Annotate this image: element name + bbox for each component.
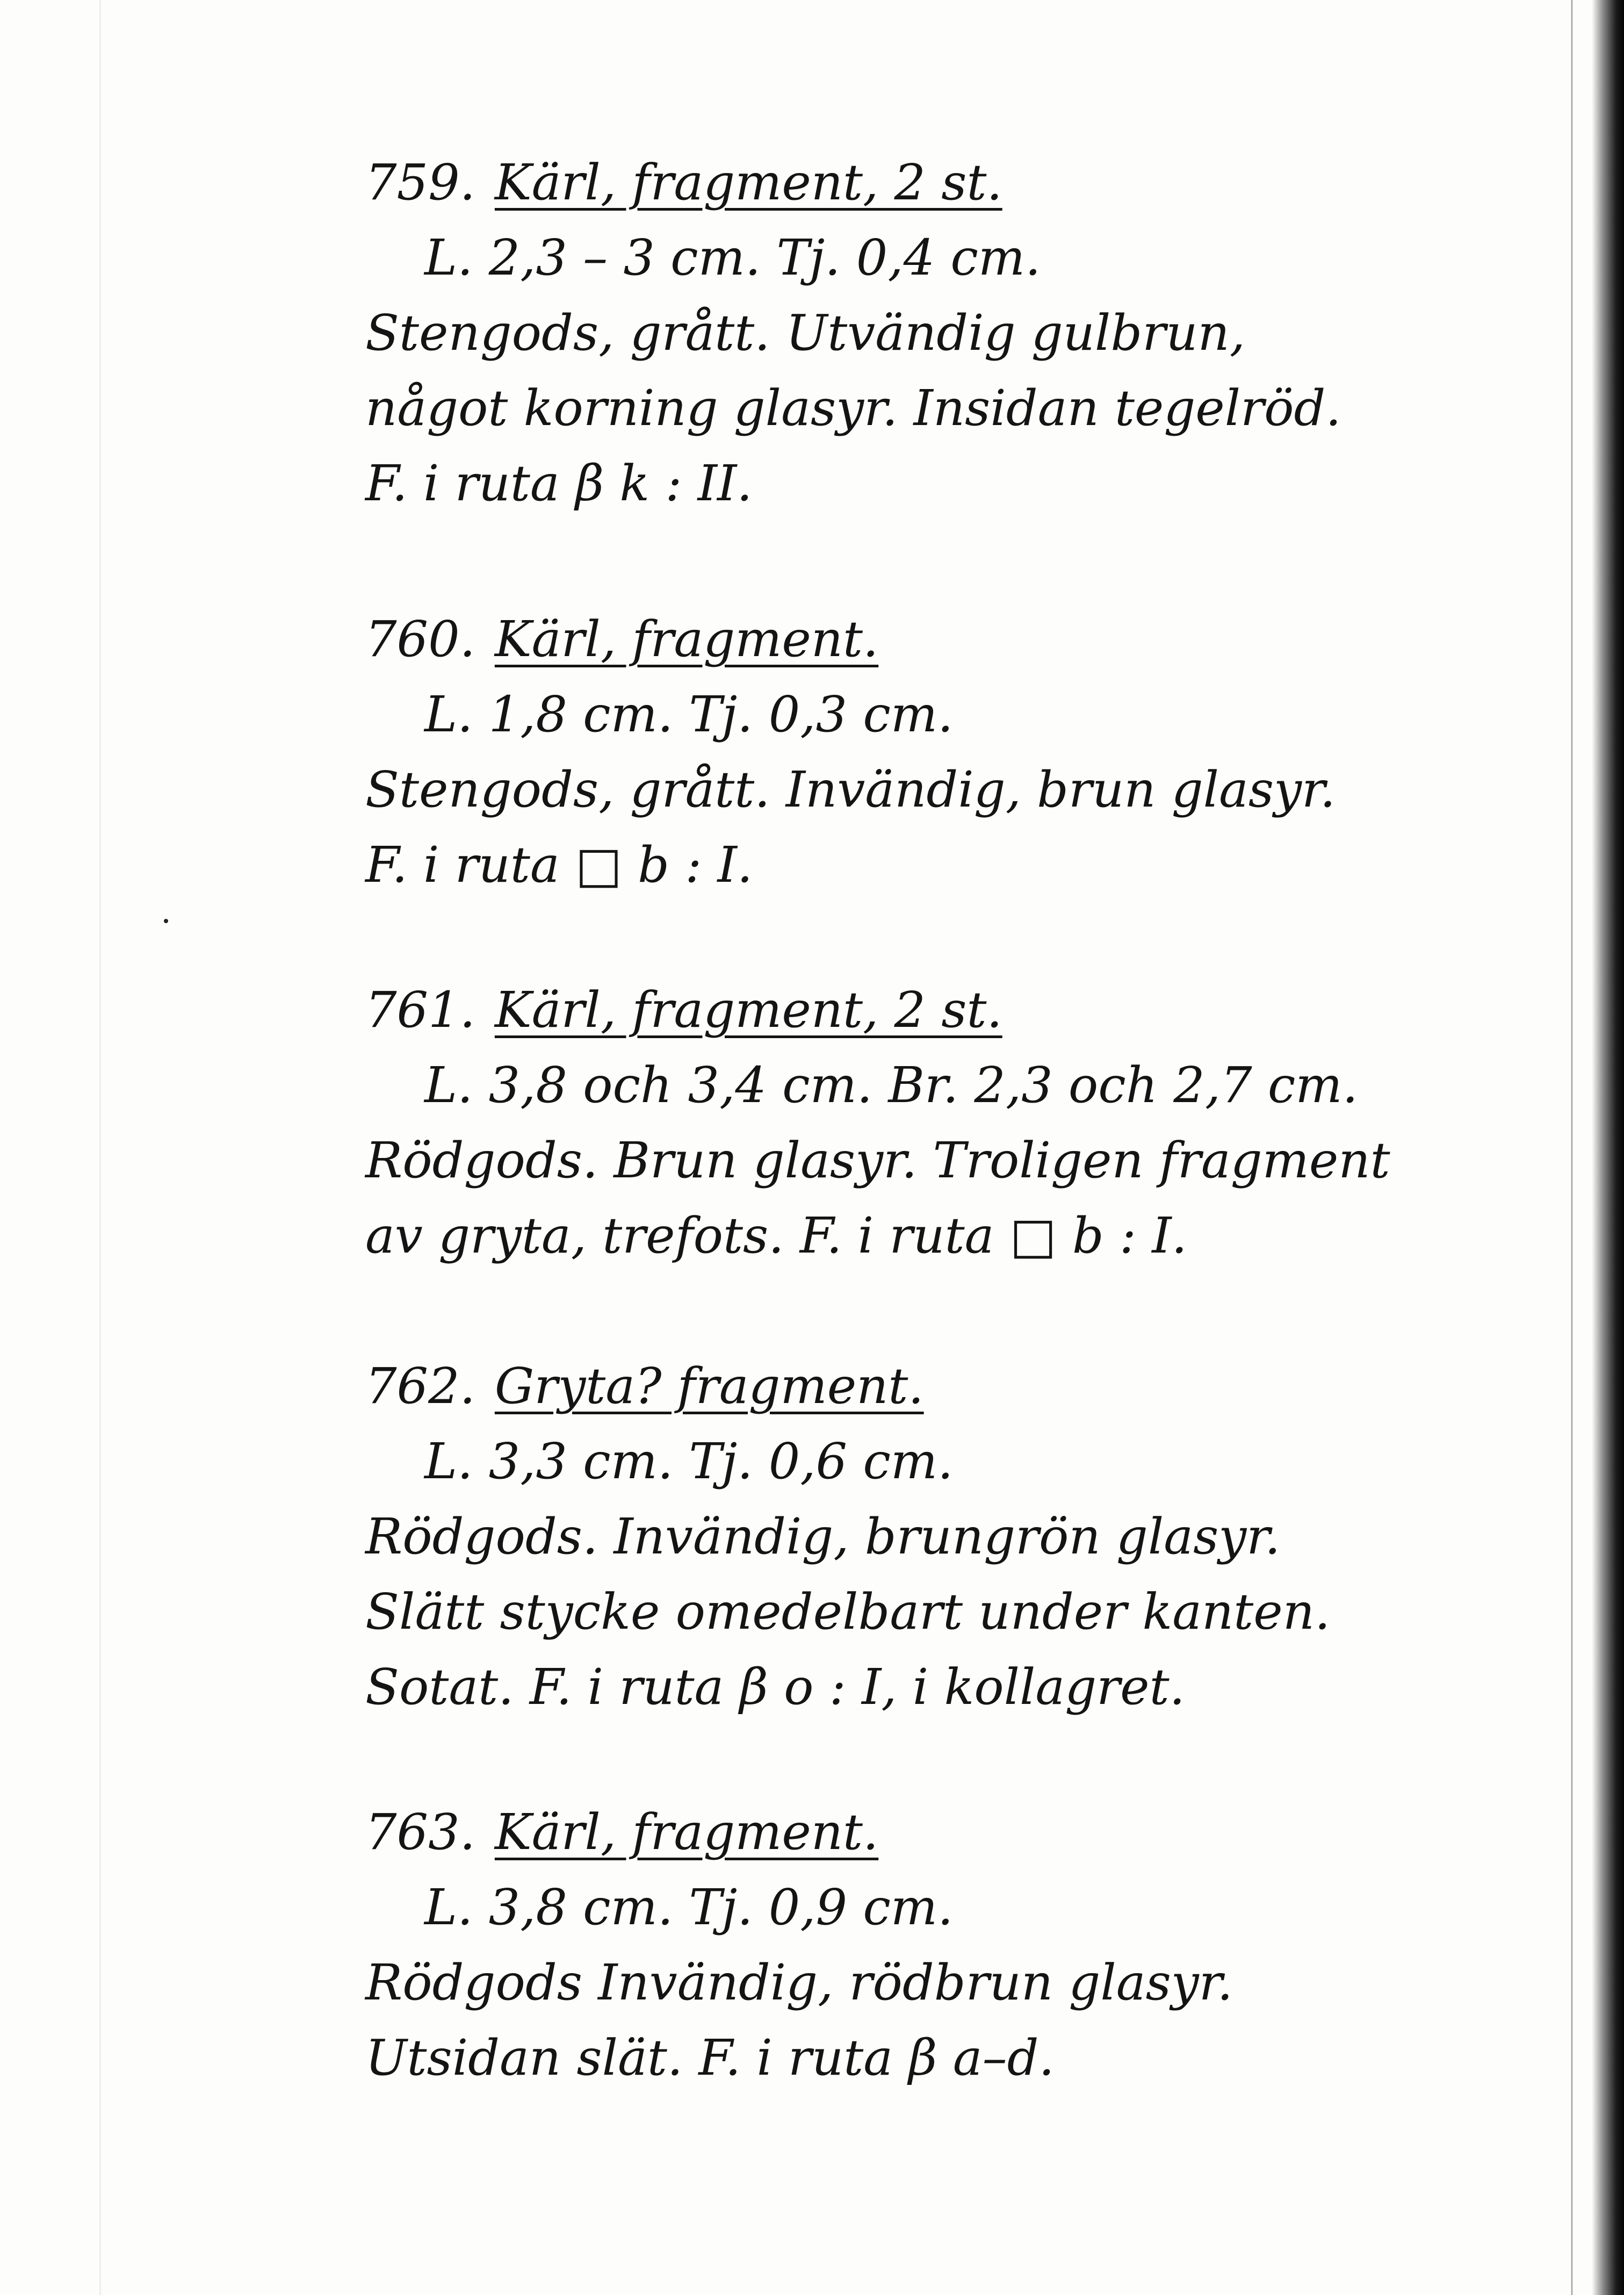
entry-description-line: Rödgods. Brun glasyr. Troligen fragment [365, 1132, 1390, 1189]
entry-findspot: F. i ruta β k : II. [365, 455, 753, 512]
entry-heading [365, 973, 1547, 1048]
entry-measurements: L. 3,8 och 3,4 cm. Br. 2,3 och 2,7 cm. [424, 1056, 1358, 1114]
catalog-entry-760 [365, 602, 1547, 903]
entry-heading [365, 1349, 1547, 1424]
entry-description-line: Stengods, grått. Utvändig gulbrun, [365, 304, 1245, 362]
entry-description-line: något korning glasyr. Insidan tegelröd. [365, 379, 1341, 437]
entry-findspot: F. i ruta □ b : I. [365, 836, 753, 894]
paper-speck [164, 919, 168, 923]
entry-findspot: Sotat. F. i ruta β o : I, i kollagret. [365, 1658, 1185, 1716]
entry-description-line: Rödgods. Invändig, brungrön glasyr. [365, 1508, 1281, 1565]
catalog-entry-761 [365, 973, 1547, 1274]
entry-measurements: L. 3,3 cm. Tj. 0,6 cm. [424, 1433, 954, 1490]
entry-number: 763. [365, 1803, 475, 1861]
entry-description-line: av gryta, trefots. F. i ruta □ b : I. [365, 1207, 1187, 1264]
entry-description-line: Slätt stycke omedelbart under kanten. [365, 1583, 1331, 1641]
entry-measurements: L. 1,8 cm. Tj. 0,3 cm. [424, 686, 954, 743]
entry-number: 760. [365, 610, 475, 668]
entry-number: 761. [365, 981, 475, 1039]
binding-line [1571, 0, 1573, 2295]
entry-title: Kärl, fragment. [494, 1803, 879, 1861]
entry-heading [365, 145, 1547, 220]
entry-title: Gryta? fragment. [494, 1357, 924, 1415]
entry-findspot: Utsidan slät. F. i ruta β a–d. [365, 2029, 1055, 2087]
entry-description-line: Stengods, grått. Invändig, brun glasyr. [365, 761, 1336, 818]
catalog-entry-759 [365, 145, 1547, 521]
entry-number: 759. [365, 154, 475, 211]
entry-description-line: Rödgods Invändig, rödbrun glasyr. [365, 1954, 1233, 2011]
entry-number: 762. [365, 1357, 475, 1415]
book-spine-shadow [1592, 0, 1624, 2295]
entry-title: Kärl, fragment. [494, 610, 879, 668]
catalog-entry-762 [365, 1349, 1547, 1725]
entry-measurements: L. 3,8 cm. Tj. 0,9 cm. [424, 1879, 954, 1936]
catalog-entry-763 [365, 1795, 1547, 2096]
page-fold-shadow [99, 0, 101, 2295]
entry-title: Kärl, fragment, 2 st. [494, 981, 1002, 1039]
entry-measurements: L. 2,3 – 3 cm. Tj. 0,4 cm. [424, 229, 1041, 286]
entry-heading [365, 602, 1547, 677]
entry-heading [365, 1795, 1547, 1870]
entry-title: Kärl, fragment, 2 st. [494, 154, 1002, 211]
